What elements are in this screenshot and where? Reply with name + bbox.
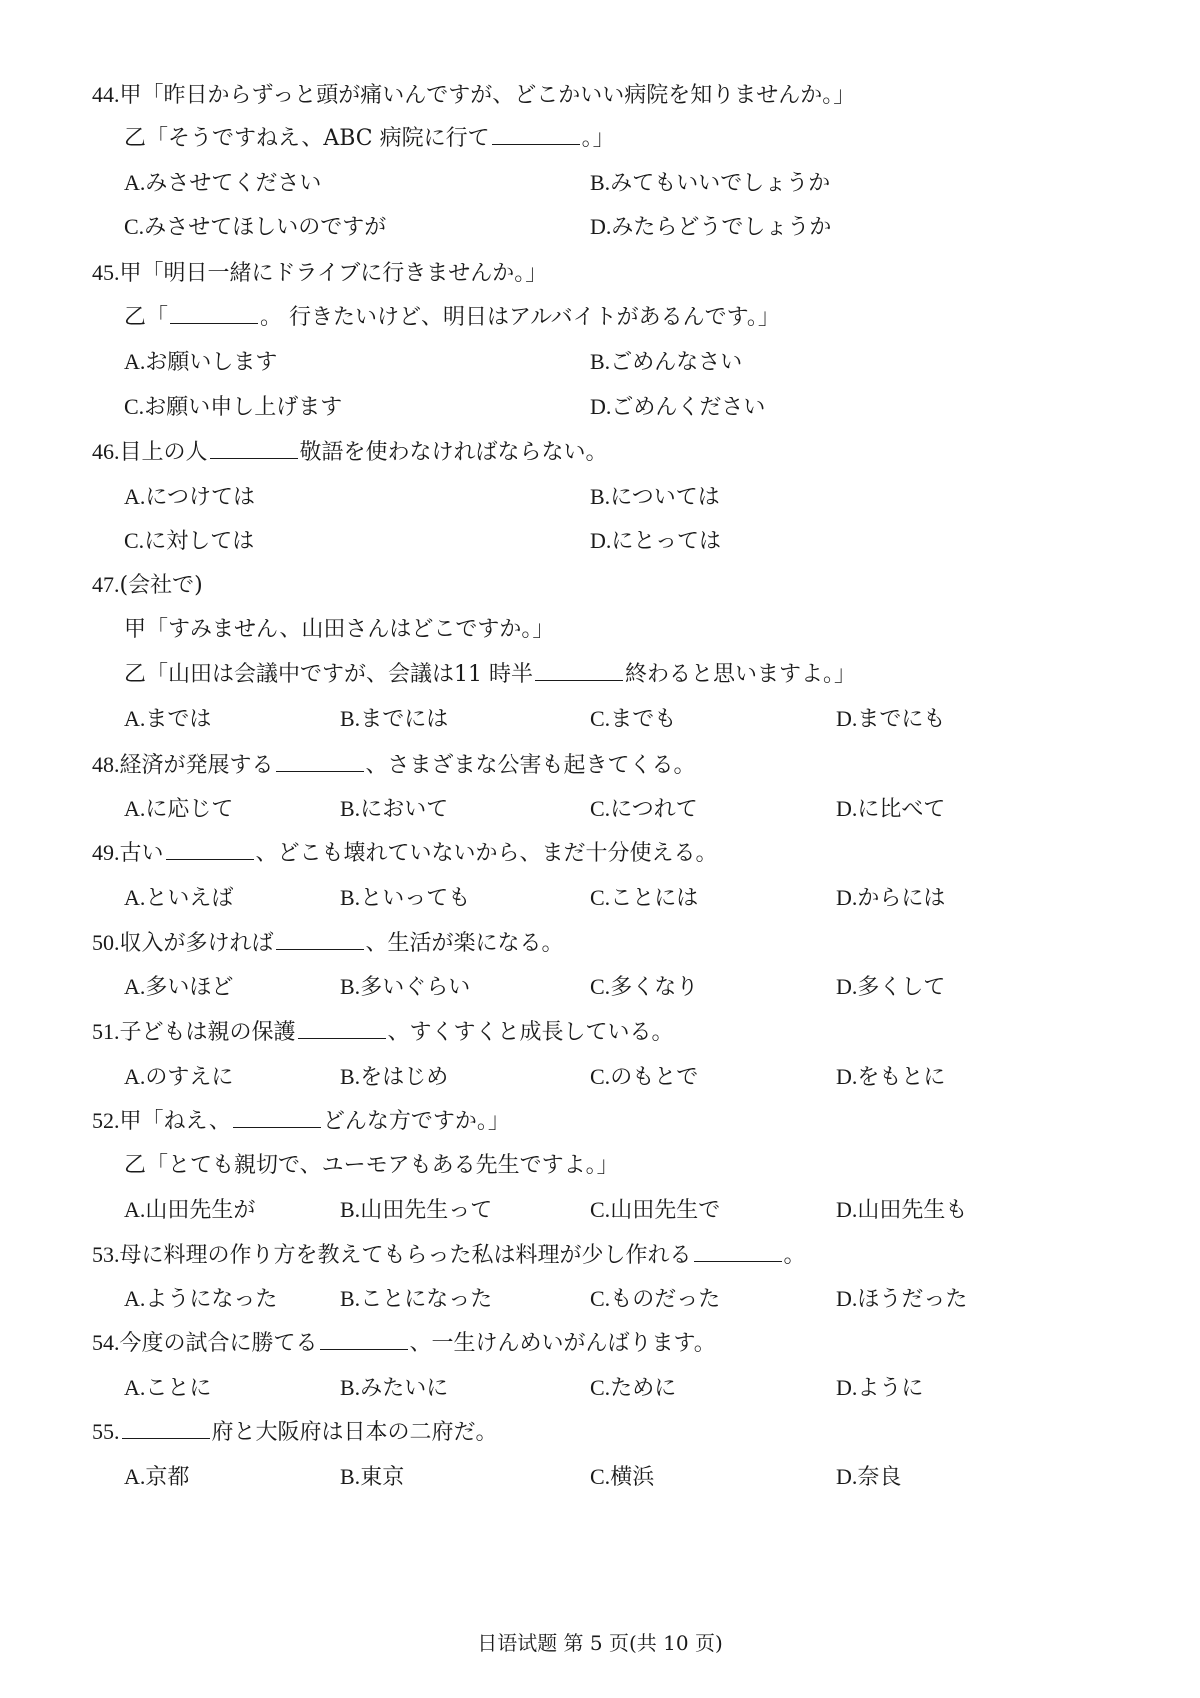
question-48: 48.経済が発展する 、さまざまな公害も起きてくる。 — [92, 752, 696, 778]
option-b: B.多いぐらい — [340, 974, 471, 1000]
option-a: A.といえば — [124, 885, 234, 911]
answer-blank — [298, 1037, 386, 1039]
option-a: A.みさせてください — [124, 170, 322, 196]
answer-blank — [320, 1348, 408, 1350]
option-b: B.東京 — [340, 1464, 405, 1490]
option-b: B.ことになった — [340, 1286, 493, 1312]
option-c: C.のもとで — [590, 1064, 699, 1090]
option-d: D.ごめんください — [590, 394, 766, 420]
option-c: C.横浜 — [590, 1464, 655, 1490]
option-d: D.奈良 — [836, 1464, 902, 1490]
question-52: 52.甲「ねえ、 どんな方ですか。」 — [92, 1108, 510, 1134]
question-47: 47.(会社で) — [92, 572, 203, 598]
option-d: D.からには — [836, 885, 946, 911]
option-d: D.にとっては — [590, 528, 721, 554]
question-53: 53.母に料理の作り方を教えてもらった私は料理が少し作れる 。 — [92, 1242, 806, 1268]
option-c: C.山田先生で — [590, 1197, 721, 1223]
option-d: D.までにも — [836, 706, 946, 732]
option-a: A.に応じて — [124, 796, 234, 822]
option-c: C.ために — [590, 1375, 677, 1401]
question-54: 54.今度の試合に勝てる 、一生けんめいがんばります。 — [92, 1330, 716, 1356]
question-45: 45.甲「明日一緒にドライブに行きませんか。」 — [92, 260, 548, 286]
question-52-line-2: 乙「とても親切で、ユーモアもある先生ですよ。」 — [124, 1153, 619, 1178]
option-a: A.多いほど — [124, 974, 234, 1000]
option-c: C.ものだった — [590, 1286, 721, 1312]
option-b: B.をはじめ — [340, 1064, 449, 1090]
option-a: A.につけては — [124, 484, 255, 510]
option-d: D.多くして — [836, 974, 946, 1000]
option-c: C.につれて — [590, 796, 698, 822]
question-50: 50.収入が多ければ 、生活が楽になる。 — [92, 930, 564, 956]
answer-blank — [276, 948, 364, 950]
option-c: C.に対しては — [124, 528, 255, 554]
option-b: B.ごめんなさい — [590, 349, 743, 375]
question-46: 46.目上の人 敬語を使わなければならない。 — [92, 439, 608, 465]
answer-blank — [535, 679, 623, 681]
question-47-line-3: 乙「山田は会議中ですが、会議は11 時半 終わると思いますよ。」 — [124, 662, 857, 687]
option-a: A.山田先生が — [124, 1197, 256, 1223]
answer-blank — [492, 143, 580, 145]
option-a: A.京都 — [124, 1464, 190, 1490]
option-d: D.山田先生も — [836, 1197, 968, 1223]
option-a: A.ことに — [124, 1375, 212, 1401]
option-b: B.までには — [340, 706, 449, 732]
answer-blank — [170, 322, 258, 324]
question-49: 49.古い 、どこも壊れていないから、まだ十分使える。 — [92, 840, 718, 866]
option-d: D.ように — [836, 1375, 924, 1401]
option-d: D.に比べて — [836, 796, 946, 822]
option-b: B.山田先生って — [340, 1197, 493, 1223]
option-a: A.までは — [124, 706, 212, 732]
option-a: A.お願いします — [124, 349, 278, 375]
option-a: A.のすえに — [124, 1064, 234, 1090]
answer-blank — [166, 858, 254, 860]
option-b: B.において — [340, 796, 449, 822]
option-c: C.多くなり — [590, 974, 699, 1000]
answer-blank — [210, 457, 298, 459]
question-47-line-2: 甲「すみません、山田さんはどこですか。」 — [124, 617, 555, 642]
option-c: C.みさせてほしいのですが — [124, 214, 387, 240]
option-d: D.をもとに — [836, 1064, 946, 1090]
option-a: A.ようになった — [124, 1286, 278, 1312]
page-footer: 日语试题 第 5 页(共 10 页) — [477, 1631, 723, 1655]
question-45-line-2: 乙「 。 行きたいけど、明日はアルバイトがあるんです。」 — [124, 305, 780, 330]
option-c: C.ことには — [590, 885, 699, 911]
option-b: B.みてもいいでしょうか — [590, 170, 831, 196]
option-c: C.お願い申し上げます — [124, 394, 343, 420]
question-51: 51.子どもは親の保護 、すくすくと成長している。 — [92, 1019, 674, 1045]
option-b: B.みたいに — [340, 1375, 449, 1401]
option-b: B.については — [590, 484, 720, 510]
question-44: 44.甲「昨日からずっと頭が痛いんですが、どこかいい病院を知りませんか。」 — [92, 82, 856, 108]
answer-blank — [122, 1437, 210, 1439]
question-44-line-2: 乙「そうですねえ、ABC 病院に行て 。」 — [124, 126, 615, 151]
answer-blank — [276, 770, 364, 772]
question-55: 55. 府と大阪府は日本の二府だ。 — [92, 1419, 498, 1445]
answer-blank — [694, 1260, 782, 1262]
option-c: C.までも — [590, 706, 677, 732]
option-d: D.みたらどうでしょうか — [590, 214, 832, 240]
answer-blank — [233, 1126, 321, 1128]
option-d: D.ほうだった — [836, 1286, 968, 1312]
option-b: B.といっても — [340, 885, 471, 911]
